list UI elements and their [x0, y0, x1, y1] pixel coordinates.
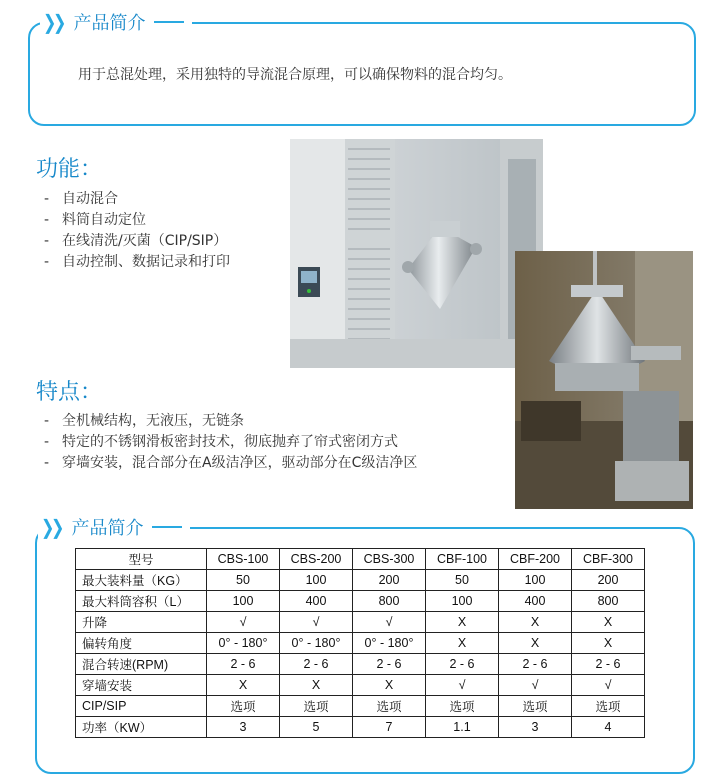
value-cell: √ [572, 675, 645, 696]
value-cell: 2 - 6 [207, 654, 280, 675]
value-cell: √ [207, 612, 280, 633]
value-cell: 0° - 180° [280, 633, 353, 654]
value-cell: 3 [499, 717, 572, 738]
value-cell: √ [353, 612, 426, 633]
value-cell: 0° - 180° [207, 633, 280, 654]
list-item: - 特定的不锈钢滑板密封技术，彻底抛弃了帘式密闭方式 [44, 434, 398, 450]
features-list [44, 411, 417, 474]
value-cell: 2 - 6 [572, 654, 645, 675]
value-cell: √ [280, 612, 353, 633]
value-cell: 选项 [426, 696, 499, 717]
table-row [76, 633, 645, 654]
value-cell: 2 - 6 [499, 654, 572, 675]
title-dash [154, 21, 184, 23]
table-header-row [76, 549, 645, 570]
value-cell: 400 [280, 591, 353, 612]
row-label-cell: 功率（KW） [76, 717, 207, 738]
value-cell: 4 [572, 717, 645, 738]
functions-list [44, 189, 230, 273]
row-label-cell: 穿墙安装 [76, 675, 207, 696]
table-row [76, 696, 645, 717]
value-cell: 400 [499, 591, 572, 612]
list-item: - 自动控制、数据记录和打印 [44, 254, 230, 270]
table-row [76, 717, 645, 738]
value-cell: 800 [572, 591, 645, 612]
value-cell: 1.1 [426, 717, 499, 738]
row-label-cell: 最大装料量（KG） [76, 570, 207, 591]
features-heading: 特点： [36, 380, 103, 405]
title-dash [152, 526, 182, 528]
value-cell: √ [426, 675, 499, 696]
intro-text: 用于总混处理，采用独特的导流混合原理，可以确保物料的混合均匀。 [78, 67, 512, 83]
value-cell: X [280, 675, 353, 696]
section-title-text: 产品简介 [71, 518, 144, 539]
value-cell: 800 [353, 591, 426, 612]
section-title-text: 产品简介 [73, 13, 146, 34]
header-cell: CBF-200 [499, 549, 572, 570]
mixer-photo-closeup [515, 251, 693, 509]
value-cell: 选项 [499, 696, 572, 717]
table-row [76, 612, 645, 633]
row-label-cell: 偏转角度 [76, 633, 207, 654]
table-row [76, 654, 645, 675]
header-cell: 型号 [76, 549, 207, 570]
functions-heading: 功能： [36, 157, 103, 182]
header-cell: CBS-200 [280, 549, 353, 570]
value-cell: X [207, 675, 280, 696]
header-cell: CBS-100 [207, 549, 280, 570]
value-cell: 选项 [572, 696, 645, 717]
header-cell: CBF-100 [426, 549, 499, 570]
value-cell: 5 [280, 717, 353, 738]
header-cell: CBF-300 [572, 549, 645, 570]
value-cell: 2 - 6 [353, 654, 426, 675]
value-cell: 选项 [207, 696, 280, 717]
value-cell: X [353, 675, 426, 696]
value-cell: 100 [280, 570, 353, 591]
list-item: - 全机械结构，无液压，无链条 [44, 413, 244, 429]
value-cell: 100 [207, 591, 280, 612]
value-cell: 50 [207, 570, 280, 591]
value-cell: √ [499, 675, 572, 696]
value-cell: 50 [426, 570, 499, 591]
list-item: - 料筒自动定位 [44, 212, 146, 228]
table-row [76, 570, 645, 591]
table-row [76, 591, 645, 612]
value-cell: 100 [499, 570, 572, 591]
value-cell: 选项 [280, 696, 353, 717]
value-cell: X [426, 633, 499, 654]
value-cell: X [499, 612, 572, 633]
section-title-spec [38, 514, 190, 540]
row-label-cell: 最大料筒容积（L） [76, 591, 207, 612]
spec-table [75, 548, 645, 738]
list-item: - 自动混合 [44, 191, 118, 207]
value-cell: 7 [353, 717, 426, 738]
value-cell: X [499, 633, 572, 654]
row-label-cell: CIP/SIP [76, 696, 207, 717]
list-item: - 在线清洗/灭菌（CIP/SIP） [44, 233, 228, 249]
list-item: - 穿墙安装，混合部分在A级洁净区，驱动部分在C级洁净区 [44, 455, 418, 471]
double-chevron-icon: ❯❯ [40, 515, 59, 539]
value-cell: 100 [426, 591, 499, 612]
value-cell: 0° - 180° [353, 633, 426, 654]
value-cell: X [426, 612, 499, 633]
value-cell: X [572, 612, 645, 633]
double-chevron-icon: ❯❯ [42, 10, 61, 34]
mixer-photo-cleanroom [290, 139, 543, 368]
row-label-cell: 混合转速(RPM) [76, 654, 207, 675]
header-cell: CBS-300 [353, 549, 426, 570]
value-cell: 2 - 6 [426, 654, 499, 675]
value-cell: 选项 [353, 696, 426, 717]
value-cell: 200 [353, 570, 426, 591]
value-cell: X [572, 633, 645, 654]
value-cell: 200 [572, 570, 645, 591]
value-cell: 2 - 6 [280, 654, 353, 675]
value-cell: 3 [207, 717, 280, 738]
section-title-intro [40, 9, 192, 35]
row-label-cell: 升降 [76, 612, 207, 633]
table-row [76, 675, 645, 696]
